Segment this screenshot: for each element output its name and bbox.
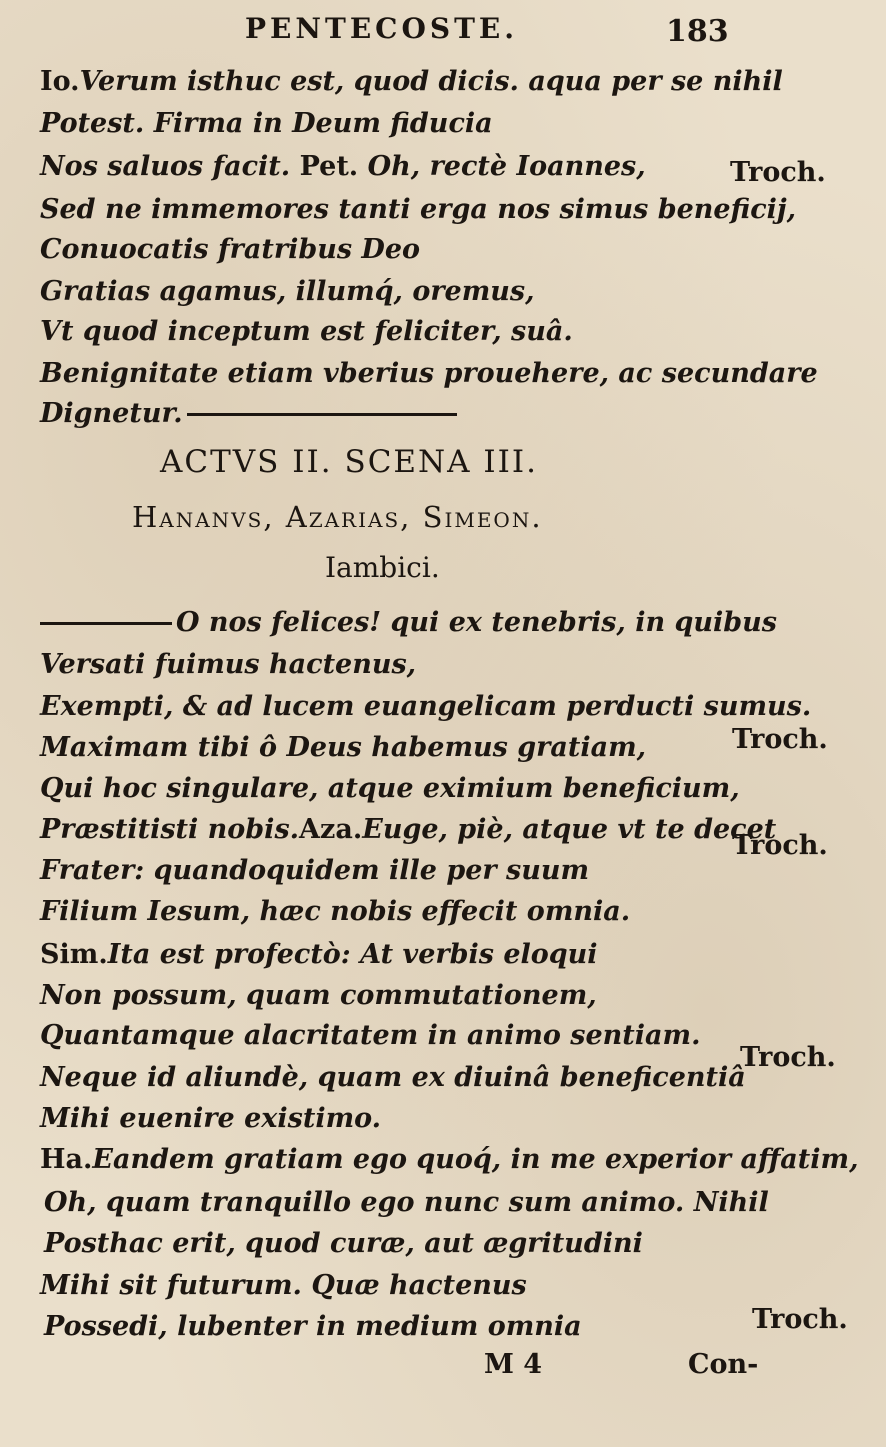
verse-line: Oh, quam tranquillo ego nunc sum animo. Nihil [44,1187,769,1218]
verse-line: Possedi, lubenter in medium omnia [44,1311,582,1342]
margin-note: Troch. [752,1304,848,1335]
characters-list: Hananvs, Azarias, Simeon. [132,500,543,534]
verse-line: Neque id aliundè, quam ex diuinâ beneficentiâ [40,1062,746,1093]
verse-line: Nos saluos facit. Pet. Oh, rectè Ioannes, [40,151,646,182]
verse-line: Exempti, & ad lucem euangelicam perducti sumus. [40,691,812,722]
margin-note: Troch. [732,830,828,861]
verse-line: Vt quod inceptum est feliciter, suâ. [40,316,573,347]
meter-label: Iambici. [325,551,440,584]
page-number: 183 [666,14,729,49]
verse-line: Versati fuimus hactenus, [40,649,417,680]
verse-line: Filium Iesum, hæc nobis effecit omnia. [40,896,631,927]
margin-note: Troch. [730,157,826,188]
verse-line: Sim.Ita est profectò: At verbis eloqui [40,939,598,970]
verse-line: Potest. Firma in Deum fiducia [40,108,493,139]
verse-line: Ha.Eandem gratiam ego quoq́, in me experior affatim, [40,1144,859,1175]
signature-mark: M 4 [484,1349,543,1380]
verse-line: Sed ne immemores tanti erga nos simus beneficij, [40,194,797,225]
verse-line: Qui hoc singulare, atque eximium beneficium, [40,773,740,804]
verse-line: Præstitisti nobis.Aza.Euge, piè, atque vt te decet [40,814,777,845]
verse-line: Io.Verum isthuc est, quod dicis. aqua per se nihil [40,66,783,97]
verse-line: Mihi sit futurum. Quæ hactenus [40,1270,527,1301]
verse-line: Mihi euenire existimo. [40,1103,382,1134]
verse-line: O nos felices! qui ex tenebris, in quibus [40,605,777,641]
margin-note: Troch. [732,724,828,755]
verse-line: Benignitate etiam vberius prouehere, ac secundare [40,358,818,389]
verse-line: Frater: quandoquidem ille per suum [40,855,590,886]
catchword: Con- [688,1349,759,1380]
margin-note: Troch. [740,1042,836,1073]
horizontal-rule [40,622,172,625]
scene-heading: ACTVS II. SCENA III. [160,444,539,480]
horizontal-rule [187,413,457,416]
verse-line: Non possum, quam commutationem, [40,980,597,1011]
verse-line: Gratias agamus, illumq́, oremus, [40,276,535,307]
verse-line: Conuocatis fratribus Deo [40,234,421,265]
verse-line: Posthac erit, quod curæ, aut ægritudini [44,1228,643,1259]
verse-line: Dignetur. [40,396,457,432]
verse-line: Quantamque alacritatem in animo sentiam. [40,1020,701,1051]
running-title: PENTECOSTE. [245,12,518,45]
verse-line: Maximam tibi ô Deus habemus gratiam, [40,732,647,763]
